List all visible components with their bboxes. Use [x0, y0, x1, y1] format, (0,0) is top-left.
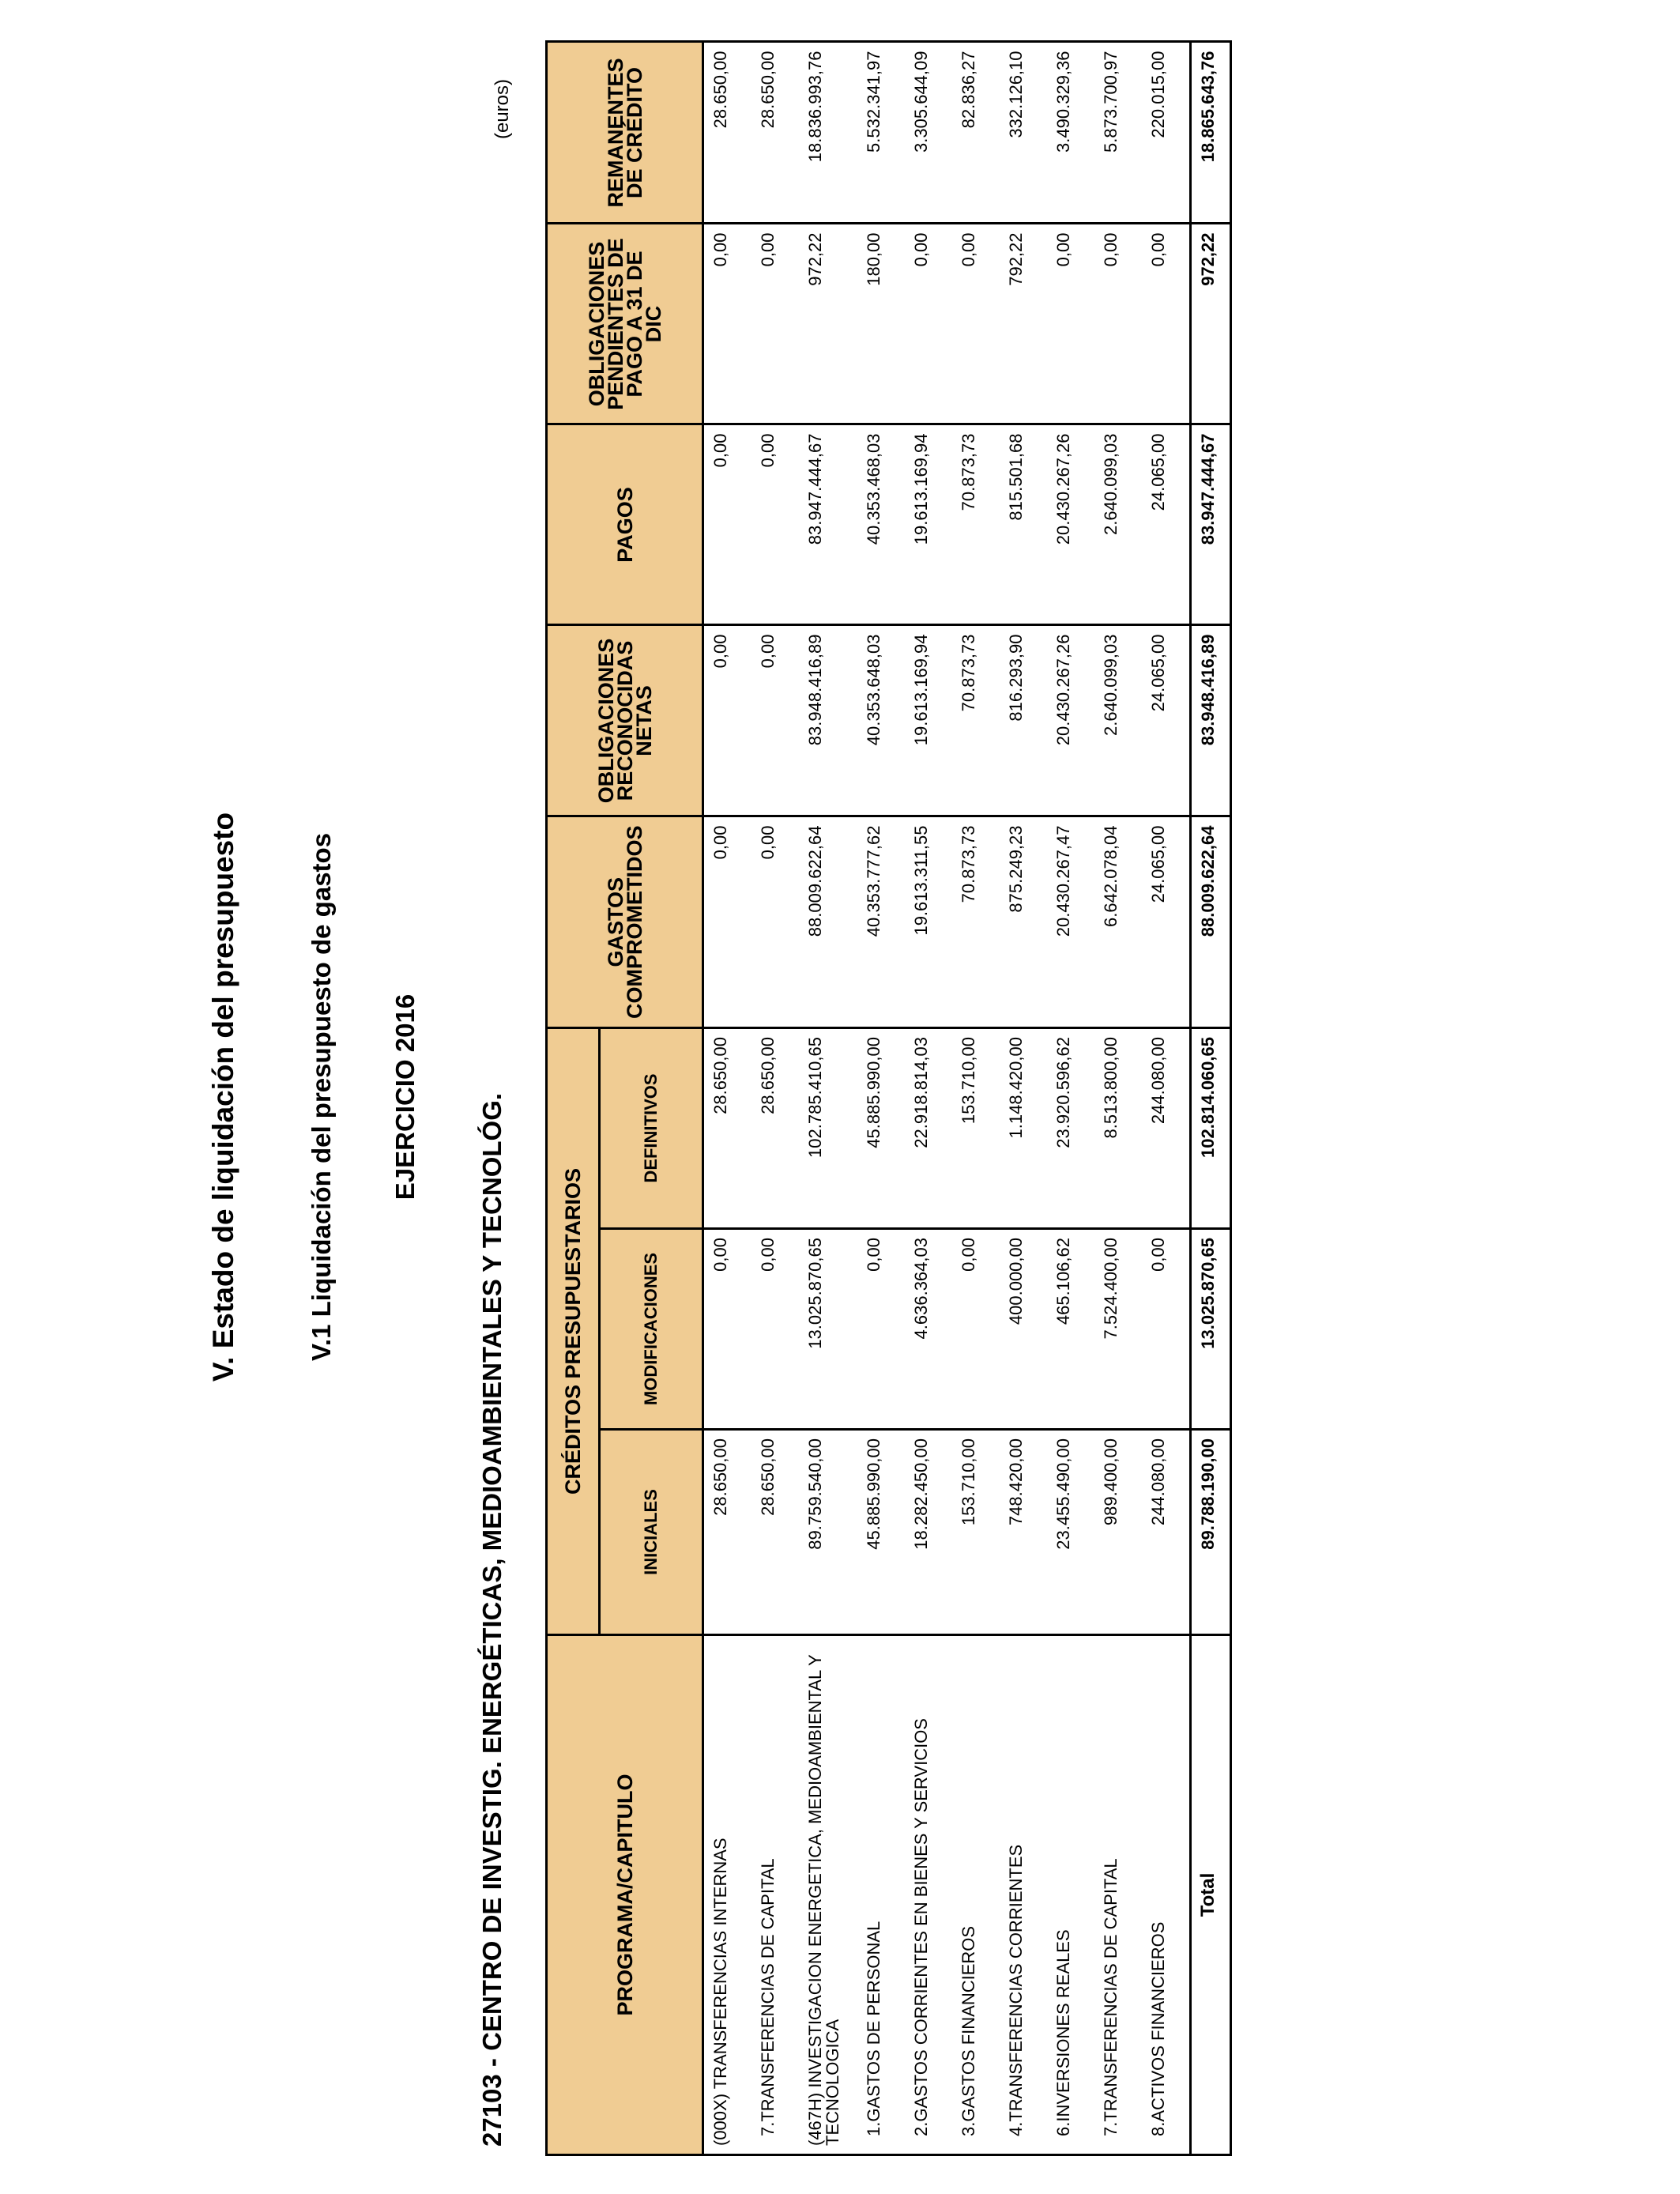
total-value: 83.947.444,67 — [1191, 424, 1231, 625]
row-value: 989.400,00 — [1094, 1430, 1142, 1635]
col-header-pendientes — [547, 224, 703, 424]
row-label: 7.TRANSFERENCIAS DE CAPITAL — [751, 1635, 799, 2155]
col-header-gastos-line: COMPROMETIDOS — [622, 825, 646, 1019]
table-row — [857, 42, 905, 2155]
row-value: 180,00 — [857, 224, 905, 424]
row-value: 28.650,00 — [751, 1028, 799, 1229]
row-value: 153.710,00 — [952, 1028, 1000, 1229]
table-row — [1000, 42, 1047, 2155]
organism-heading: 27103 - CENTRO DE INVESTIG. ENERGÉTICAS, MEDIOAMBIENTALES Y TECNOLÓG. — [477, 1092, 507, 2147]
row-value: 0,00 — [1047, 224, 1094, 424]
col-header-iniciales: INICIALES — [600, 1430, 703, 1635]
col-header-program: PROGRAMA/CAPITULO — [547, 1635, 703, 2155]
total-value: 88.009.622,64 — [1191, 816, 1231, 1028]
row-value: 0,00 — [952, 1229, 1000, 1430]
row-value: 19.613.311,55 — [905, 816, 952, 1028]
table-body — [703, 42, 1231, 2155]
col-header-pagos: PAGOS — [547, 424, 703, 625]
total-value: 972,22 — [1191, 224, 1231, 424]
row-label: 3.GASTOS FINANCIEROS — [952, 1635, 1000, 2155]
total-value: 89.788.190,00 — [1191, 1430, 1231, 1635]
table-row — [1047, 42, 1094, 2155]
row-value: 24.065,00 — [1142, 625, 1191, 816]
row-value: 28.650,00 — [703, 1028, 752, 1229]
row-value: 70.873,73 — [952, 424, 1000, 625]
row-value: 70.873,73 — [952, 816, 1000, 1028]
row-value: 0,00 — [751, 224, 799, 424]
col-header-definitivos: DEFINITIVOS — [600, 1028, 703, 1229]
table-row — [905, 42, 952, 2155]
row-value: 4.636.364,03 — [905, 1229, 952, 1430]
row-value: 400.000,00 — [1000, 1229, 1047, 1430]
row-value: 28.650,00 — [751, 1430, 799, 1635]
row-label: 6.INVERSIONES REALES — [1047, 1635, 1094, 2155]
row-value: 875.249,23 — [1000, 816, 1047, 1028]
row-value: 0,00 — [1094, 224, 1142, 424]
total-row — [1191, 42, 1231, 2155]
row-value: 0,00 — [1142, 224, 1191, 424]
row-value: 0,00 — [751, 625, 799, 816]
row-label: 2.GASTOS CORRIENTES EN BIENES Y SERVICIOS — [905, 1635, 952, 2155]
row-label: (000X) TRANSFERENCIAS INTERNAS — [703, 1635, 752, 2155]
row-value: 972,22 — [799, 224, 857, 424]
row-value: 0,00 — [703, 1229, 752, 1430]
table-row — [703, 42, 752, 2155]
row-value: 24.065,00 — [1142, 816, 1191, 1028]
row-value: 19.613.169,94 — [905, 625, 952, 816]
row-value: 332.126,10 — [1000, 42, 1047, 224]
row-value: 45.885.990,00 — [857, 1028, 905, 1229]
col-header-obligaciones-line: NETAS — [631, 685, 656, 756]
row-value: 815.501,68 — [1000, 424, 1047, 625]
row-value: 24.065,00 — [1142, 424, 1191, 625]
row-value: 5.532.341,97 — [857, 42, 905, 224]
page-subtitle: V.1 Liquidación del presupuesto de gastos — [307, 832, 336, 1362]
col-header-remanentes — [547, 42, 703, 224]
row-value: 40.353.468,03 — [857, 424, 905, 625]
col-header-obligaciones — [547, 625, 703, 816]
row-value: 22.918.814,03 — [905, 1028, 952, 1229]
row-value: 8.513.800,00 — [1094, 1028, 1142, 1229]
exercise-year: EJERCICIO 2016 — [390, 993, 420, 1201]
row-value: 28.650,00 — [703, 1430, 752, 1635]
row-value: 0,00 — [952, 224, 1000, 424]
total-value: 18.865.643,76 — [1191, 42, 1231, 224]
row-value: 0,00 — [703, 224, 752, 424]
row-value: 0,00 — [751, 1229, 799, 1430]
row-value: 3.305.644,09 — [905, 42, 952, 224]
row-value: 18.282.450,00 — [905, 1430, 952, 1635]
row-value: 18.836.993,76 — [799, 42, 857, 224]
row-value: 28.650,00 — [703, 42, 752, 224]
row-value: 20.430.267,26 — [1047, 625, 1094, 816]
row-value: 20.430.267,26 — [1047, 424, 1094, 625]
row-value: 244.080,00 — [1142, 1028, 1191, 1229]
row-label: 8.ACTIVOS FINANCIEROS — [1142, 1635, 1191, 2155]
row-value: 19.613.169,94 — [905, 424, 952, 625]
row-value: 1.148.420,00 — [1000, 1028, 1047, 1229]
col-header-remanentes-line: DE CRÉDITO — [622, 66, 646, 198]
row-value: 2.640.099,03 — [1094, 625, 1142, 816]
row-value: 0,00 — [703, 424, 752, 625]
table-row — [952, 42, 1000, 2155]
row-value: 40.353.648,03 — [857, 625, 905, 816]
row-value: 3.490.329,36 — [1047, 42, 1094, 224]
row-label: 4.TRANSFERENCIAS CORRIENTES — [1000, 1635, 1047, 2155]
row-value: 45.885.990,00 — [857, 1430, 905, 1635]
row-value: 82.836,27 — [952, 42, 1000, 224]
row-value: 0,00 — [857, 1229, 905, 1430]
row-value: 40.353.777,62 — [857, 816, 905, 1028]
row-value: 153.710,00 — [952, 1430, 1000, 1635]
table-row — [1094, 42, 1142, 2155]
page-title: V. Estado de liquidación del presupuesto — [207, 812, 239, 1382]
total-value: 83.948.416,89 — [1191, 625, 1231, 816]
group-header-creditos: CRÉDITOS PRESUPUESTARIOS — [547, 1028, 600, 1635]
col-header-obligaciones-line: OBLIGACIONES — [593, 638, 618, 804]
row-value: 0,00 — [905, 224, 952, 424]
row-value: 28.650,00 — [751, 42, 799, 224]
col-header-gastos-line: GASTOS — [603, 876, 627, 967]
row-value: 2.640.099,03 — [1094, 424, 1142, 625]
col-header-gastos — [547, 816, 703, 1028]
row-value: 89.759.540,00 — [799, 1430, 857, 1635]
row-value: 7.524.400,00 — [1094, 1229, 1142, 1430]
row-value: 13.025.870,65 — [799, 1229, 857, 1430]
row-value: 792,22 — [1000, 224, 1047, 424]
total-value: 102.814.060,65 — [1191, 1028, 1231, 1229]
row-value: 0,00 — [751, 424, 799, 625]
row-value: 465.106,62 — [1047, 1229, 1094, 1430]
col-header-pendientes-line: PAGO A 31 DE DIC — [622, 251, 665, 398]
total-label: Total — [1191, 1635, 1231, 2155]
row-value: 83.948.416,89 — [799, 625, 857, 816]
row-value: 70.873,73 — [952, 625, 1000, 816]
table-row — [1142, 42, 1191, 2155]
row-label: (467H) INVESTIGACION ENERGETICA, MEDIOAMBIENTAL Y TECNOLOGICA — [799, 1635, 857, 2155]
row-value: 6.642.078,04 — [1094, 816, 1142, 1028]
row-value: 244.080,00 — [1142, 1430, 1191, 1635]
col-header-pendientes-line: PENDIENTES DE — [603, 238, 627, 410]
row-value: 0,00 — [751, 816, 799, 1028]
col-header-modificaciones: MODIFICACIONES — [600, 1229, 703, 1430]
row-value: 0,00 — [703, 625, 752, 816]
row-value: 23.920.596,62 — [1047, 1028, 1094, 1229]
row-label: 7.TRANSFERENCIAS DE CAPITAL — [1094, 1635, 1142, 2155]
col-header-remanentes-line: REMANENTES — [603, 58, 627, 208]
row-value: 83.947.444,67 — [799, 424, 857, 625]
total-value: 13.025.870,65 — [1191, 1229, 1231, 1430]
row-value: 220.015,00 — [1142, 42, 1191, 224]
table-row — [799, 42, 857, 2155]
col-header-pendientes-line: OBLIGACIONES — [584, 241, 608, 407]
row-value: 748.420,00 — [1000, 1430, 1047, 1635]
col-header-obligaciones-line: RECONOCIDAS — [612, 640, 637, 801]
row-value: 0,00 — [703, 816, 752, 1028]
budget-table — [545, 40, 1232, 2156]
row-value: 102.785.410,65 — [799, 1028, 857, 1229]
row-value: 5.873.700,97 — [1094, 42, 1142, 224]
table-row — [751, 42, 799, 2155]
row-label: 1.GASTOS DE PERSONAL — [857, 1635, 905, 2155]
row-value: 23.455.490,00 — [1047, 1430, 1094, 1635]
row-value: 20.430.267,47 — [1047, 816, 1094, 1028]
row-value: 88.009.622,64 — [799, 816, 857, 1028]
row-value: 816.293,90 — [1000, 625, 1047, 816]
row-value: 0,00 — [1142, 1229, 1191, 1430]
units-label: (euros) — [492, 78, 513, 139]
